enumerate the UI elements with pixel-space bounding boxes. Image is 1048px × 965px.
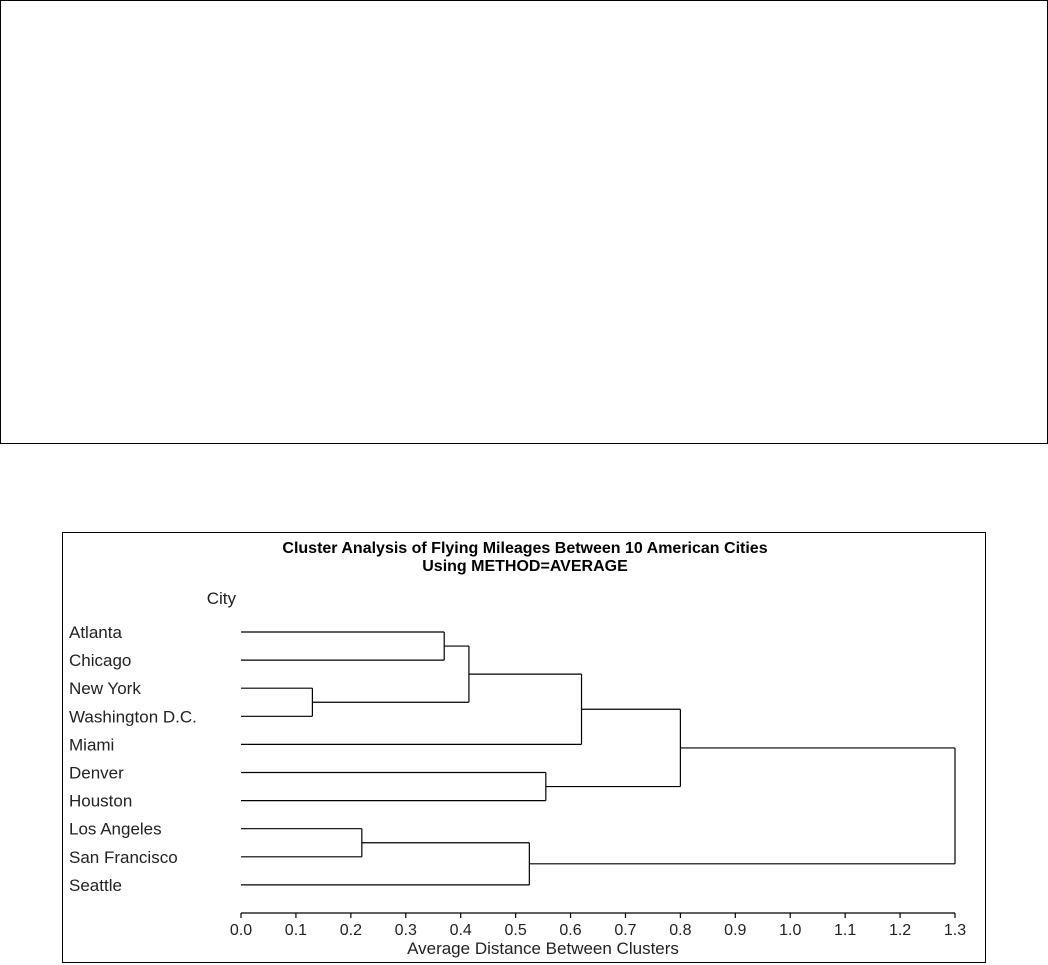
leaf-label: Miami: [69, 735, 115, 755]
x-tick-label: 0.0: [229, 922, 253, 939]
leaf-label: Chicago: [69, 651, 132, 671]
x-axis: [230, 913, 966, 939]
dendrogram-branches: [241, 632, 955, 885]
x-tick-label: 0.5: [504, 922, 527, 939]
x-tick-label: 0.4: [449, 922, 472, 939]
chart-title: Cluster Analysis of Flying Mileages Between 10 American Cities: [282, 540, 768, 557]
leaf-label: Atlanta: [69, 623, 122, 642]
leaf-label: Seattle: [69, 875, 122, 895]
x-tick-label: 0.7: [614, 922, 637, 939]
x-tick-label: 0.6: [559, 922, 582, 939]
leaf-label: Houston: [69, 791, 133, 811]
leaf-header: City: [206, 589, 236, 608]
x-tick-label: 1.0: [779, 922, 802, 939]
x-tick-label: 0.1: [284, 922, 308, 939]
leaf-labels: [69, 623, 197, 895]
leaf-label: Los Angeles: [69, 819, 162, 839]
dendrogram-svg: [63, 533, 985, 962]
x-tick-label: 1.2: [888, 922, 912, 939]
chart-subtitle: Using METHOD=AVERAGE: [422, 558, 628, 575]
leaf-label: New York: [69, 679, 141, 699]
leaf-label: San Francisco: [69, 847, 178, 867]
dendrogram-chart: [62, 532, 986, 963]
x-axis-label: Average Distance Between Clusters: [407, 939, 679, 958]
x-tick-label: 0.2: [339, 922, 362, 939]
leaf-label: Denver: [69, 763, 124, 783]
x-tick-label: 0.9: [724, 922, 747, 939]
x-tick-label: 0.3: [394, 922, 417, 939]
empty-top-panel: [0, 0, 1048, 444]
leaf-label: Washington D.C.: [69, 707, 197, 727]
x-tick-label: 1.1: [834, 922, 857, 939]
x-tick-label: 0.8: [669, 922, 692, 939]
x-tick-label: 1.3: [943, 922, 967, 939]
